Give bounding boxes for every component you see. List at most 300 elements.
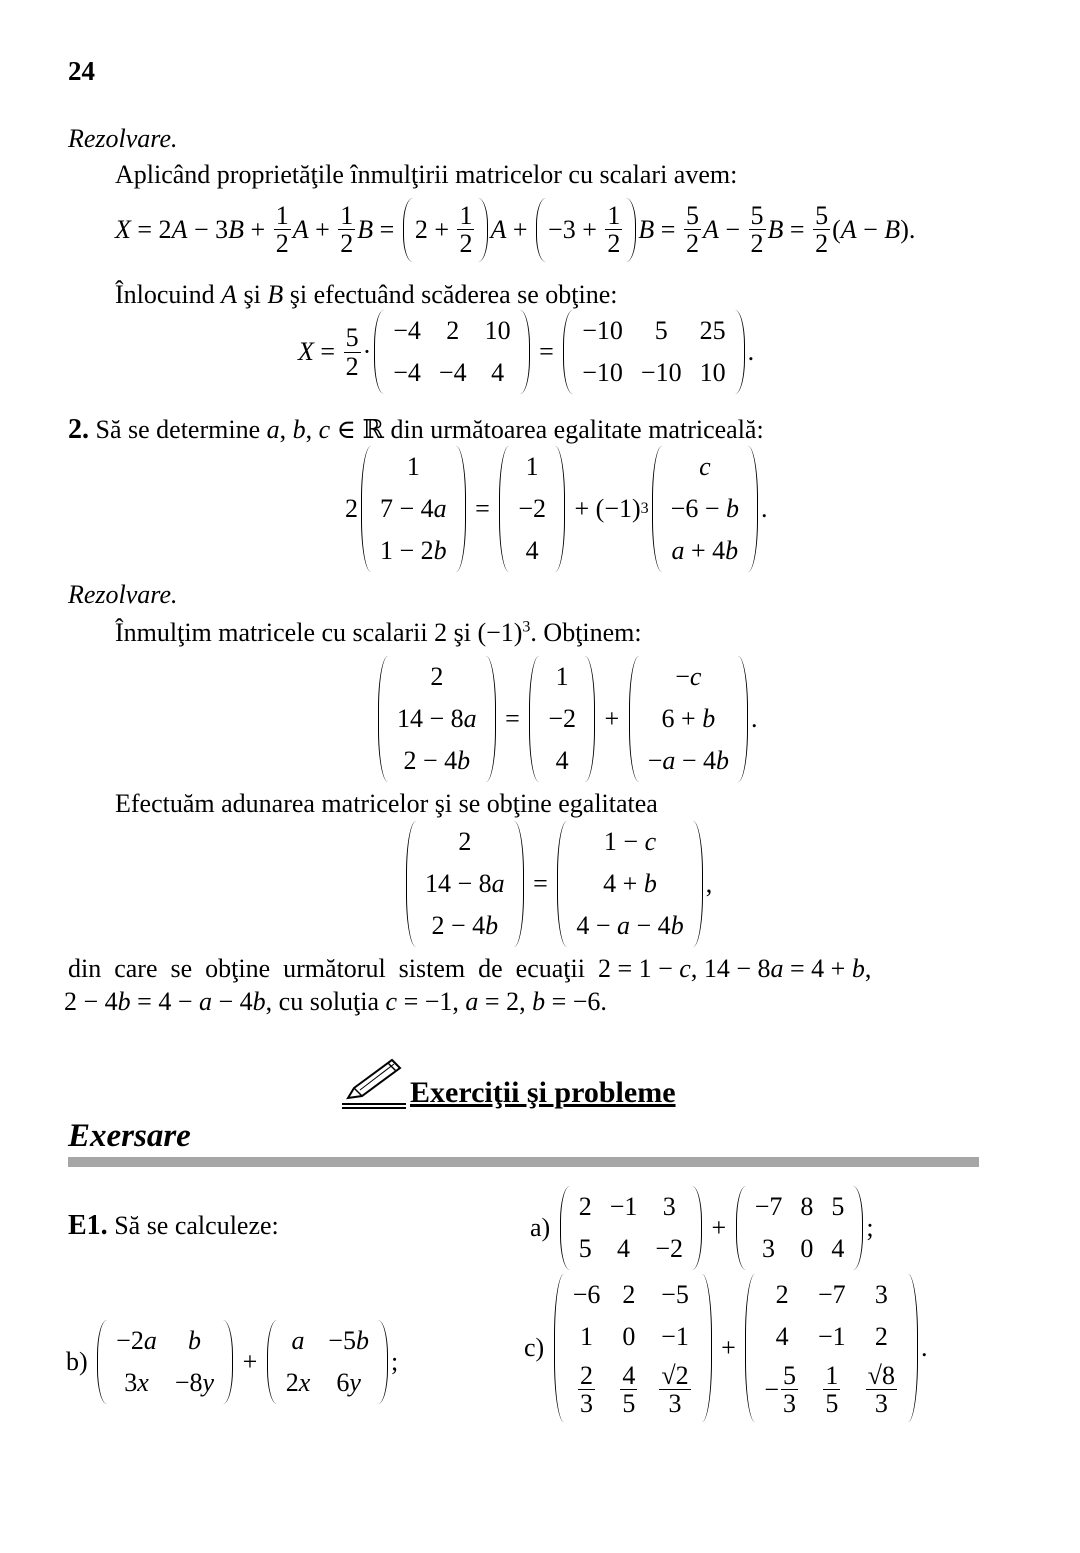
paren-content — [546, 198, 626, 262]
math-text: ∈ ℝ din următoarea egalitate matriceală: — [330, 415, 764, 444]
matrix-cell — [384, 352, 430, 394]
matrix-cell — [648, 1358, 701, 1422]
math-text: 4 − — [576, 911, 618, 940]
matrix-right-bracket — [378, 1320, 388, 1404]
matrix-cell — [609, 1358, 648, 1422]
matrix-cell — [564, 1358, 610, 1422]
matrix — [267, 1320, 388, 1404]
math-text: + (−1) — [568, 494, 641, 523]
matrix-right-bracket — [555, 446, 565, 572]
math-group — [380, 530, 447, 572]
matrix — [361, 446, 466, 572]
math-text: b — [457, 746, 471, 775]
math-text: b — [725, 536, 739, 565]
matrix-body — [509, 446, 555, 572]
math-text: 3 — [783, 1389, 796, 1419]
math-text: − — [647, 746, 663, 775]
matrix-body — [384, 310, 519, 394]
math-text: 2 − 4 — [431, 911, 486, 940]
equation-sum-matrices — [403, 821, 712, 947]
math-text: , 14 − 8 — [690, 954, 771, 983]
math-text: 4 — [555, 746, 569, 775]
math-text: b — [187, 1326, 201, 1355]
system-line-1 — [68, 954, 871, 984]
matrix-row — [567, 905, 692, 947]
math-text: Aplicând proprietăţile înmulţirii matricelor cu scalari avem: — [115, 160, 738, 189]
matrix-cell — [564, 1274, 610, 1316]
math-text: a — [463, 704, 477, 733]
math-text: a — [770, 954, 784, 983]
math-text: 2 — [275, 229, 289, 259]
math-text: + — [244, 214, 272, 244]
math-text: Înlocuind — [115, 280, 222, 309]
math-text: şi — [237, 280, 268, 309]
math-text: b — [643, 869, 657, 898]
math-text: ; — [390, 1347, 399, 1376]
matrix-row — [539, 698, 585, 740]
math-text: −7 — [754, 1192, 783, 1221]
fraction-numerator — [813, 202, 830, 230]
math-group — [328, 1320, 369, 1362]
math-text: = 2, — [478, 987, 533, 1016]
matrix-cell — [388, 656, 486, 698]
matrix-row — [416, 863, 514, 905]
math-text: = — [654, 214, 682, 244]
matrix-right-bracket — [735, 310, 745, 394]
math-text: −1 — [818, 1322, 846, 1351]
math-text: A — [702, 214, 719, 244]
matrix-left-bracket — [374, 310, 384, 394]
matrix-cell — [539, 740, 585, 782]
math-text: + — [714, 1332, 743, 1362]
matrix-row — [573, 310, 734, 352]
matrix-left-bracket — [563, 310, 573, 394]
matrix-right-bracket — [702, 1274, 712, 1422]
matrix-body — [662, 446, 748, 572]
math-text: x — [137, 1368, 149, 1397]
math-text: b — [117, 987, 131, 1016]
exercises-heading — [340, 1054, 676, 1110]
fraction — [749, 202, 766, 258]
math-text: = — [526, 869, 555, 898]
matrix — [97, 1320, 233, 1404]
fraction-denominator — [578, 1390, 595, 1417]
math-text: 3 — [874, 1389, 888, 1419]
math-text: · — [362, 337, 372, 366]
matrix-body — [388, 656, 486, 782]
matrix-right-bracket — [693, 821, 703, 947]
math-group — [648, 740, 729, 782]
left-paren — [536, 198, 546, 262]
math-text: B — [638, 214, 655, 244]
math-text: 1 — [580, 1322, 594, 1351]
matrix-row — [371, 530, 456, 572]
exercise-number: E1. — [68, 1210, 108, 1241]
math-text: 3 — [668, 1389, 682, 1419]
matrix-left-bracket — [557, 821, 567, 947]
matrix-cell — [691, 352, 735, 394]
matrix-cell — [570, 1228, 601, 1270]
math-group — [336, 1362, 361, 1404]
solution-intro — [115, 160, 737, 190]
matrix-cell — [822, 1228, 853, 1270]
math-text: ). — [900, 214, 916, 244]
matrix-cell — [646, 1186, 692, 1228]
solution-step-1 — [115, 618, 642, 648]
fraction-denominator — [749, 230, 766, 257]
math-text: 2 — [340, 229, 354, 259]
matrix-row — [570, 1186, 692, 1228]
matrix-cell — [855, 1316, 908, 1358]
math-group — [175, 1362, 214, 1404]
math-text: −8 — [174, 1368, 203, 1397]
math-text: a — [671, 536, 685, 565]
fraction-numerator — [659, 1362, 690, 1390]
math-text: 2 — [345, 494, 358, 523]
matrix-cell — [573, 352, 632, 394]
math-text: b — [716, 746, 730, 775]
fraction — [659, 1362, 690, 1418]
math-text: c — [679, 954, 691, 983]
math-text: 5 — [783, 1361, 796, 1390]
math-text: c — [699, 452, 711, 481]
fraction-denominator — [684, 230, 701, 257]
matrix — [652, 446, 758, 572]
fraction-denominator — [823, 1390, 840, 1417]
math-text: = 2 — [130, 214, 172, 244]
math-text: A — [171, 214, 188, 244]
fraction — [866, 1362, 897, 1418]
math-text: a — [465, 987, 479, 1016]
math-text: din care se obţine următorul sistem de ecuaţii 2 = 1 − — [68, 954, 680, 983]
matrix-body — [107, 1320, 223, 1404]
math-text: A — [292, 214, 309, 244]
fraction — [813, 202, 830, 258]
superscript: 3 — [522, 618, 531, 636]
fraction-denominator — [813, 230, 830, 257]
math-text: 0 — [800, 1234, 814, 1263]
math-text: c — [318, 415, 331, 444]
fraction-denominator — [620, 1390, 637, 1417]
matrix-cell — [822, 1186, 853, 1228]
matrix-right-bracket — [456, 446, 466, 572]
matrix-row — [746, 1186, 854, 1228]
math-text: b — [726, 494, 739, 523]
matrix-right-bracket — [486, 656, 496, 782]
math-text: b — [292, 415, 306, 444]
math-text: c — [689, 662, 702, 691]
math-group — [116, 1320, 157, 1362]
math-text: 3 — [580, 1389, 594, 1419]
matrix-cell — [416, 863, 514, 905]
solution-label: Rezolvare. — [68, 580, 178, 609]
math-text: , — [864, 954, 872, 983]
matrix-cell — [567, 905, 692, 947]
matrix — [563, 310, 744, 394]
matrix-row — [564, 1358, 702, 1422]
matrix — [629, 656, 748, 782]
math-text: + — [308, 214, 337, 244]
fraction-numerator — [866, 1362, 897, 1390]
math-text: c — [385, 987, 398, 1016]
math-group — [286, 1362, 311, 1404]
math-text: 4 — [831, 1234, 845, 1263]
matrix-cell — [371, 446, 456, 488]
math-text: 5 — [345, 323, 359, 353]
math-text: 5 — [825, 1389, 839, 1419]
matrix-cell — [371, 530, 456, 572]
math-text: 2 — [750, 229, 764, 259]
matrix-cell — [662, 530, 748, 572]
math-text: a — [662, 746, 676, 775]
matrix-cell — [809, 1358, 855, 1422]
matrix-left-bracket — [406, 821, 416, 947]
fraction — [620, 1362, 637, 1418]
math-text: 2 — [580, 1361, 594, 1390]
math-text: = — [373, 214, 401, 244]
math-text: Efectuăm adunarea matricelor şi se obţine egalitatea — [115, 789, 658, 818]
matrix-row — [509, 488, 555, 530]
matrix-cell — [609, 1274, 648, 1316]
matrix-left-bracket — [529, 656, 539, 782]
math-text: 5 — [815, 201, 829, 230]
matrix-cell — [809, 1274, 855, 1316]
math-text: 3 — [124, 1368, 138, 1397]
math-text: = — [532, 337, 561, 366]
math-text: a — [291, 1326, 305, 1355]
matrix — [745, 1274, 918, 1422]
matrix-row — [662, 488, 748, 530]
math-text: 8 — [800, 1192, 814, 1221]
matrix-row — [509, 446, 555, 488]
math-text: 4 — [525, 536, 539, 565]
matrix-row — [384, 352, 519, 394]
math-text: 2 — [578, 1192, 592, 1221]
math-text: b — [433, 536, 447, 565]
matrix-right-bracket — [908, 1274, 918, 1422]
matrix-body — [564, 1274, 702, 1422]
matrix-cell — [371, 488, 456, 530]
matrix-cell — [648, 1316, 701, 1358]
fraction-numerator — [338, 202, 355, 230]
matrix-left-bracket — [652, 446, 662, 572]
matrix-row — [277, 1320, 378, 1362]
math-text: 2 — [446, 316, 460, 345]
matrix — [529, 656, 595, 782]
matrix-row — [755, 1316, 908, 1358]
math-text: 1 — [525, 452, 539, 481]
matrix-row — [662, 530, 748, 572]
math-group — [404, 740, 471, 782]
matrix-cell — [791, 1186, 822, 1228]
matrix — [499, 446, 565, 572]
math-text: 5 — [831, 1192, 845, 1221]
math-text: a) — [530, 1213, 557, 1242]
matrix-cell — [855, 1274, 908, 1316]
problem-2-statement — [68, 414, 764, 446]
solution-step-2 — [115, 789, 658, 819]
section-title: Exersare — [68, 1118, 191, 1154]
math-text: . Obţinem: — [530, 618, 642, 647]
math-text: a — [266, 415, 280, 444]
math-text: A — [221, 280, 238, 309]
fraction — [823, 1362, 840, 1418]
matrix — [557, 821, 702, 947]
math-group — [124, 1362, 149, 1404]
fraction-numerator — [605, 202, 622, 230]
matrix-row — [509, 530, 555, 572]
matrix-cell — [107, 1362, 166, 1404]
fraction — [338, 202, 355, 258]
math-text: 10 — [484, 316, 511, 345]
math-text: 5 — [578, 1234, 592, 1263]
math-text: ; — [866, 1213, 874, 1242]
matrix-cell — [509, 446, 555, 488]
matrix-right-bracket — [520, 310, 530, 394]
fraction-numerator — [344, 324, 361, 352]
matrix-cell — [567, 863, 692, 905]
superscript: 3 — [640, 500, 649, 517]
math-text: −4 — [393, 358, 421, 387]
matrix-row — [388, 656, 486, 698]
fraction-numerator — [578, 1362, 595, 1390]
math-text: = — [498, 704, 527, 733]
fraction — [781, 1362, 798, 1418]
fraction-denominator — [344, 353, 361, 380]
math-text: 5 — [750, 201, 764, 230]
math-text: 2 − 4 — [64, 987, 118, 1016]
right-paren — [626, 198, 636, 262]
matrix-row — [567, 863, 692, 905]
matrix-left-bracket — [361, 446, 371, 572]
fraction-denominator — [873, 1390, 890, 1417]
pencil-icon — [340, 1054, 408, 1110]
fraction — [344, 324, 361, 380]
right-paren — [478, 198, 488, 262]
matrix-left-bracket — [97, 1320, 107, 1404]
fraction-denominator — [667, 1390, 684, 1417]
matrix-row — [371, 446, 456, 488]
matrix — [374, 310, 529, 394]
math-text: + 4 — [684, 536, 726, 565]
math-text: Înmulţim matricele cu scalarii 2 şi (−1) — [115, 618, 523, 647]
math-text: −7 — [818, 1280, 846, 1309]
math-text: −10 — [582, 316, 623, 345]
math-text: = — [468, 494, 497, 523]
matrix-cell — [539, 698, 585, 740]
math-text: 1 — [825, 1361, 839, 1390]
fraction-denominator — [457, 230, 474, 257]
matrix-row — [570, 1228, 692, 1270]
fraction-numerator — [823, 1362, 840, 1390]
matrix-cell — [476, 352, 520, 394]
math-text: 2 — [459, 229, 473, 259]
math-text: − 4 — [675, 746, 717, 775]
matrix-right-bracket — [853, 1186, 863, 1270]
exercise-e1-c — [524, 1274, 927, 1422]
math-text: √2 — [661, 1361, 689, 1390]
matrix-cell — [639, 656, 738, 698]
math-text: B — [884, 214, 901, 244]
matrix-right-bracket — [738, 656, 748, 782]
math-text: 14 − 8 — [425, 869, 492, 898]
matrix-row — [639, 740, 738, 782]
matrix-row — [564, 1274, 702, 1316]
matrix-row — [564, 1316, 702, 1358]
solution-substitution-text — [115, 280, 618, 310]
math-text: a — [491, 869, 505, 898]
math-text: −5 — [661, 1280, 689, 1309]
math-text: −10 — [640, 358, 682, 387]
fraction-numerator — [620, 1362, 637, 1390]
matrix-row — [567, 821, 692, 863]
matrix-cell — [639, 740, 738, 782]
matrix-cell — [609, 1316, 648, 1358]
math-text: −6 — [572, 1280, 601, 1309]
fraction-denominator — [338, 230, 355, 257]
solution-label: Rezolvare. — [68, 124, 178, 153]
math-text: B — [767, 214, 784, 244]
math-text: = −1, — [397, 987, 466, 1016]
math-text: b — [532, 987, 546, 1016]
math-text: ( — [832, 214, 841, 244]
math-text: X — [298, 337, 314, 366]
math-text: , — [705, 869, 713, 898]
matrix-body — [277, 1320, 378, 1404]
matrix-cell — [746, 1186, 792, 1228]
math-text: 1 — [607, 201, 621, 230]
matrix-row — [573, 352, 734, 394]
math-text: − — [718, 214, 747, 244]
exercises-title: Exerciţii şi probleme — [410, 1076, 676, 1109]
matrix — [554, 1274, 712, 1422]
math-text: . — [747, 337, 755, 366]
matrix-cell — [277, 1362, 320, 1404]
matrix-cell — [791, 1228, 822, 1270]
math-text: B — [267, 280, 284, 309]
math-text: A — [490, 214, 507, 244]
math-text: , — [279, 415, 293, 444]
fraction-numerator — [684, 202, 701, 230]
math-group — [604, 821, 656, 863]
matrix-row — [388, 740, 486, 782]
math-text: −2 — [116, 1326, 144, 1355]
matrix-cell — [648, 1274, 701, 1316]
matrix-cell — [476, 310, 520, 352]
fraction-numerator — [781, 1362, 798, 1390]
math-text: 4 — [491, 358, 505, 387]
math-text: b) — [66, 1347, 95, 1376]
math-text: b — [355, 1326, 369, 1355]
math-text: 25 — [699, 316, 726, 345]
math-group — [380, 488, 447, 530]
math-text: 5 — [685, 201, 699, 230]
matrix-cell — [632, 352, 691, 394]
exercise-e1-b — [66, 1320, 398, 1404]
fraction-numerator — [457, 202, 474, 230]
matrix-body — [539, 656, 585, 782]
matrix-right-bracket — [748, 446, 758, 572]
matrix — [560, 1186, 702, 1270]
matrix-row — [416, 905, 514, 947]
math-text: 1 — [275, 201, 289, 230]
math-text: 1 — [555, 662, 569, 691]
math-text: b — [851, 954, 865, 983]
math-text: y — [349, 1368, 361, 1397]
math-text: , — [305, 415, 319, 444]
matrix-cell — [430, 310, 476, 352]
math-text: B — [228, 214, 245, 244]
